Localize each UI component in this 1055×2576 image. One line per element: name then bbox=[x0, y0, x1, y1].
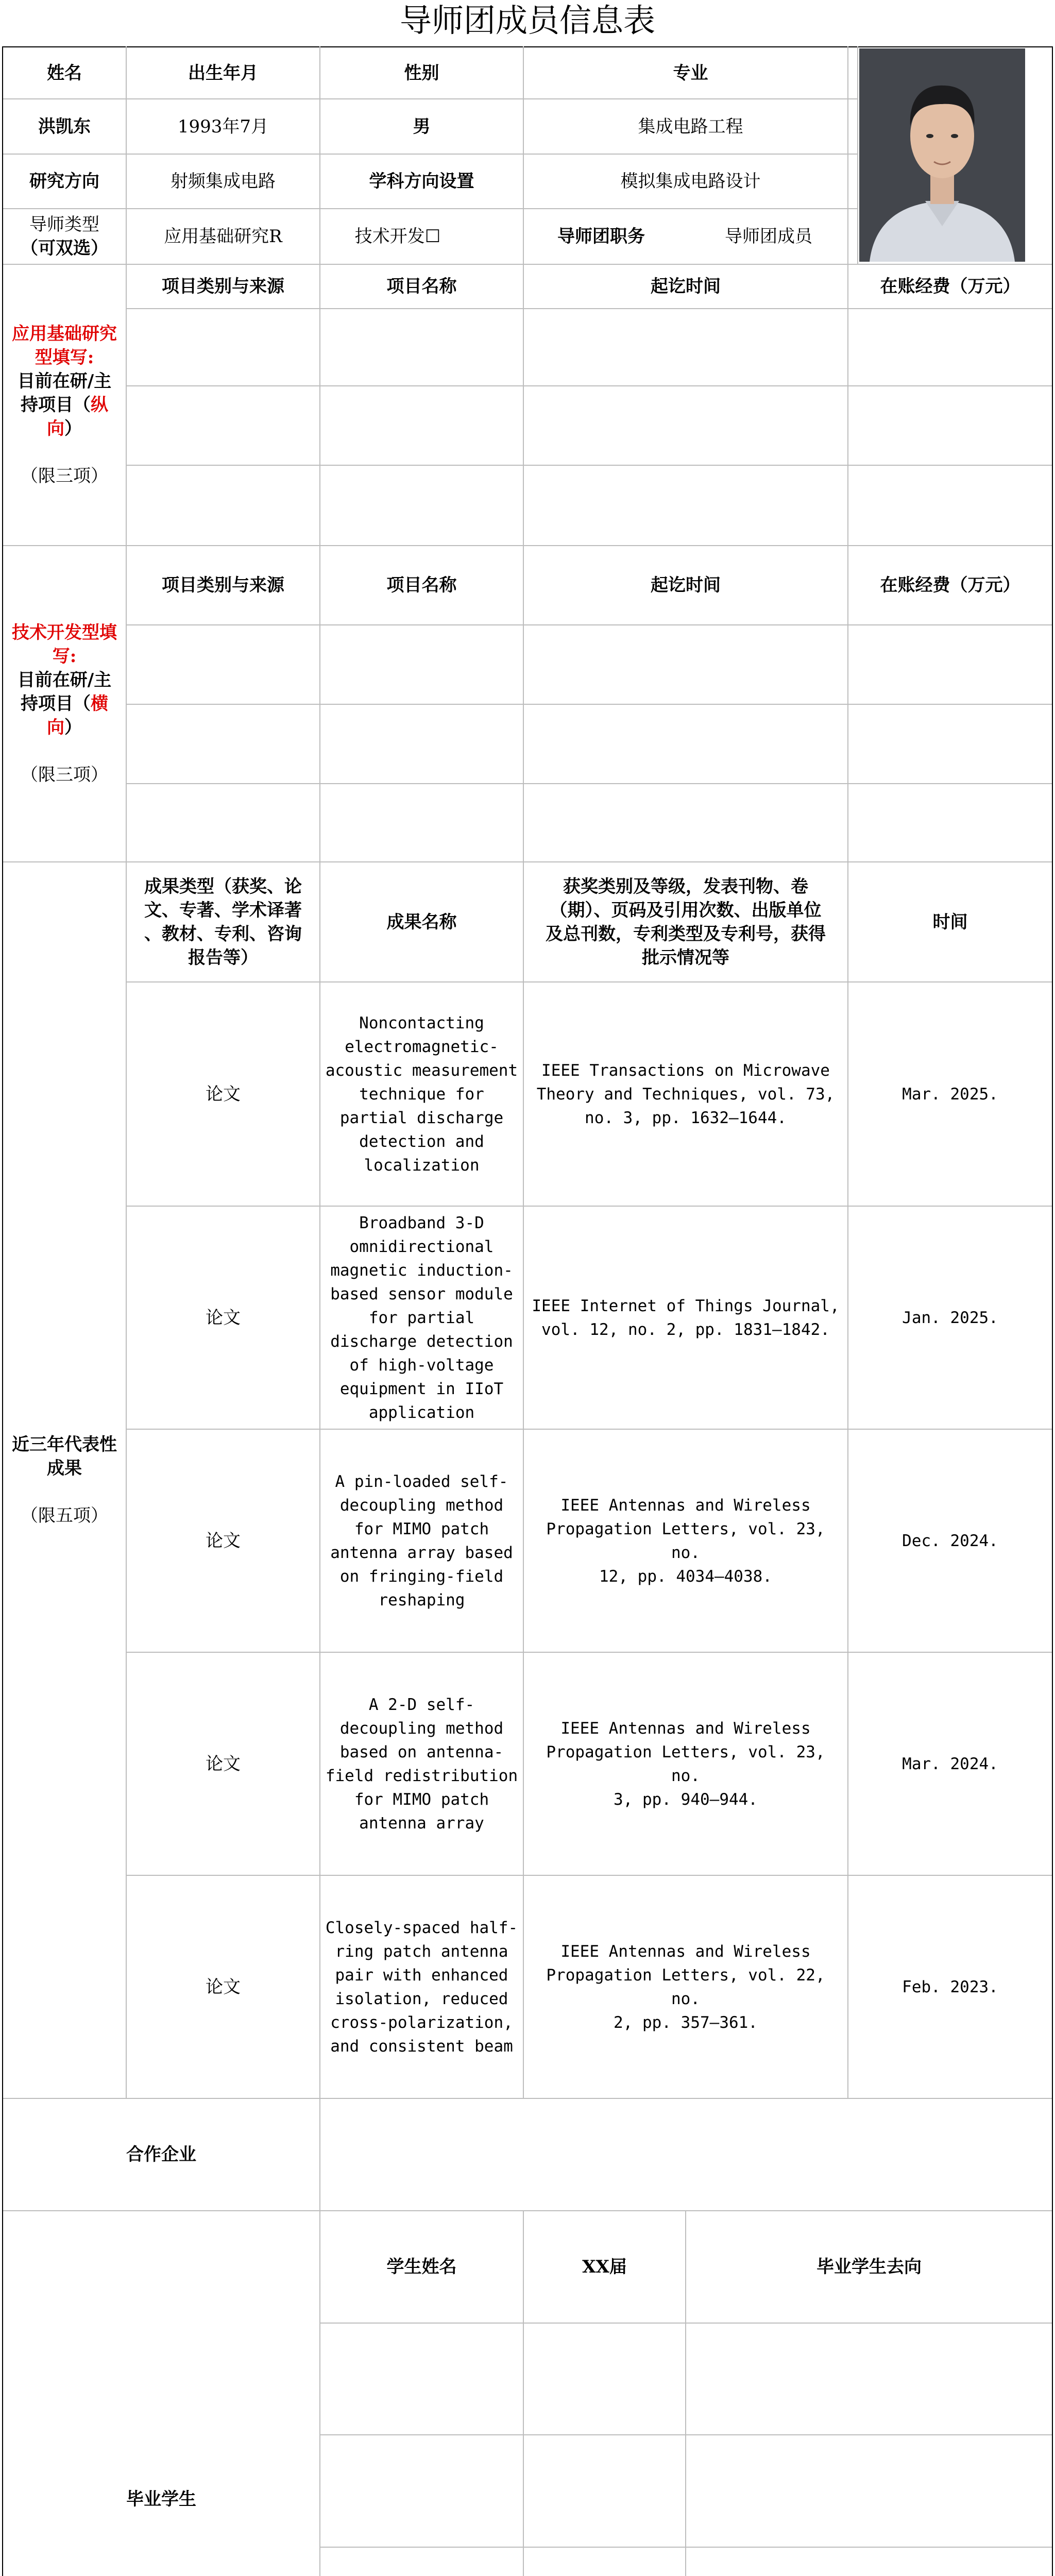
tech-col-name: 项目名称 bbox=[386, 575, 457, 596]
ach-title-line: pair with enhanced bbox=[335, 1965, 508, 1985]
graduates-label: 毕业学生 bbox=[126, 2489, 196, 2510]
ach-title-line: application bbox=[368, 1403, 475, 1422]
ach-detail bbox=[524, 1653, 847, 1875]
ach-detail-line: 2, pp. 357–361. bbox=[614, 2013, 758, 2032]
gender-value: 男 bbox=[413, 116, 431, 137]
achievements-label bbox=[3, 862, 126, 2098]
ach-detail-line: IEEE Antennas and Wireless bbox=[560, 1942, 811, 1961]
ach-detail bbox=[524, 1876, 847, 2098]
ach-title-line: and consistent beam bbox=[330, 2037, 513, 2056]
ach-detail-line: no. 3, pp. 1632–1644. bbox=[585, 1108, 787, 1127]
ach-type: 论文 bbox=[206, 1083, 241, 1105]
ach-title bbox=[320, 1653, 523, 1875]
ach-title bbox=[320, 1207, 523, 1429]
ach-title-line: decoupling method bbox=[339, 1719, 504, 1738]
basic-col-name: 项目名称 bbox=[386, 276, 457, 297]
ach-title-line: for MIMO patch bbox=[354, 1790, 489, 1809]
basic-research-line2: 持项目（ bbox=[21, 395, 91, 415]
tech-col-period: 起讫时间 bbox=[651, 575, 721, 596]
gender-label: 性别 bbox=[404, 62, 439, 83]
partner-label: 合作企业 bbox=[126, 2144, 196, 2165]
ach-title-line: field redistribution bbox=[325, 1766, 518, 1785]
ach-title-line: A pin-loaded self- bbox=[335, 1472, 508, 1491]
graduates-col-destination: 毕业学生去向 bbox=[816, 2257, 922, 2277]
ach-title bbox=[320, 1876, 523, 2098]
birth-value: 1993年7月 bbox=[177, 116, 269, 137]
achievements-label-line1: 近三年代表性 bbox=[12, 1434, 117, 1455]
ach-title-line: technique for bbox=[359, 1084, 484, 1104]
major-label: 专业 bbox=[673, 62, 708, 83]
type-option-basic-checkbox[interactable]: 应用基础研究R bbox=[164, 226, 282, 247]
portrait-photo bbox=[859, 48, 1025, 262]
ach-col-type bbox=[127, 862, 319, 981]
basic-research-line1: 目前在研/主 bbox=[17, 371, 112, 392]
ach-title-line: isolation, reduced bbox=[335, 1989, 508, 2008]
achievements-limit: （限五项） bbox=[21, 1505, 108, 1526]
ach-time: Dec. 2024. bbox=[902, 1531, 998, 1550]
tech-dev-red-line2: 写: bbox=[52, 646, 77, 667]
ach-title-line: Closely-spaced half- bbox=[325, 1918, 518, 1937]
basic-research-vertical-2: 向 bbox=[47, 418, 64, 439]
ach-title-line: omnidirectional bbox=[349, 1237, 494, 1256]
advisor-type-label-line2: （可双选） bbox=[21, 238, 108, 259]
page-title: 导师团成员信息表 bbox=[399, 2, 655, 39]
ach-title bbox=[320, 1430, 523, 1652]
basic-col-period: 起讫时间 bbox=[651, 276, 721, 297]
ach-title-line: cross-polarization, bbox=[330, 2013, 513, 2032]
ach-time: Jan. 2025. bbox=[902, 1308, 998, 1327]
ach-detail-line: Propagation Letters, vol. 22, no. bbox=[546, 1965, 825, 2008]
tech-dev-line2: 持项目（ bbox=[21, 693, 91, 714]
basic-research-red-line1: 应用基础研究 bbox=[12, 324, 117, 344]
advisor-type-label bbox=[3, 209, 126, 264]
discipline-value: 模拟集成电路设计 bbox=[620, 171, 761, 192]
ach-title bbox=[320, 982, 523, 1206]
ach-title-line: electromagnetic- bbox=[345, 1037, 499, 1056]
ach-title-line: magnetic induction- bbox=[330, 1261, 513, 1280]
basic-research-limit: （限三项） bbox=[21, 466, 108, 486]
ach-title-line: antenna array bbox=[359, 1814, 484, 1833]
research-value: 射频集成电路 bbox=[171, 171, 276, 192]
portrait-illustration bbox=[859, 48, 1025, 262]
ach-title-line: detection and bbox=[359, 1132, 484, 1151]
ach-title-line: based sensor module bbox=[330, 1284, 513, 1303]
ach-title-line: based on antenna- bbox=[339, 1742, 504, 1761]
birth-label: 出生年月 bbox=[188, 62, 258, 83]
ach-title-line: reshaping bbox=[378, 1590, 465, 1609]
name-label: 姓名 bbox=[47, 62, 82, 83]
ach-detail-line: IEEE Antennas and Wireless bbox=[560, 1719, 811, 1738]
basic-research-red-line2: 型填写: bbox=[35, 347, 94, 368]
ach-detail-line: Propagation Letters, vol. 23, no. bbox=[546, 1519, 825, 1562]
tech-dev-horizontal-2: 向 bbox=[47, 717, 64, 738]
name-value: 洪凯东 bbox=[38, 116, 91, 137]
ach-title-line: Noncontacting bbox=[359, 1013, 484, 1032]
tech-dev-horizontal-1: 横 bbox=[91, 693, 108, 714]
ach-detail-line: IEEE Antennas and Wireless bbox=[560, 1496, 811, 1515]
achievements-label-line2: 成果 bbox=[47, 1458, 82, 1479]
ach-title-line: for MIMO patch bbox=[354, 1519, 489, 1538]
ach-title-line: for partial bbox=[368, 1308, 475, 1327]
tech-dev-label bbox=[3, 546, 126, 861]
ach-detail-line: 3, pp. 940–944. bbox=[614, 1790, 758, 1809]
ach-col-detail-line: 及总刊数，专利类型及专利号，获得 bbox=[546, 923, 826, 944]
basic-research-close: ） bbox=[64, 418, 82, 439]
ach-detail-line: 12, pp. 4034–4038. bbox=[599, 1567, 772, 1586]
ach-detail-line: IEEE Internet of Things Journal, bbox=[532, 1296, 840, 1315]
ach-title-line: on fringing-field bbox=[339, 1567, 504, 1586]
tech-dev-red-line1: 技术开发型填 bbox=[12, 622, 117, 643]
ach-title-line: Broadband 3-D bbox=[359, 1213, 484, 1232]
ach-col-detail bbox=[524, 862, 847, 981]
basic-research-vertical-1: 纵 bbox=[91, 395, 108, 415]
tech-dev-line1: 目前在研/主 bbox=[17, 670, 112, 690]
graduates-col-name: 学生姓名 bbox=[386, 2257, 457, 2277]
research-label: 研究方向 bbox=[29, 171, 99, 192]
tech-col-source: 项目类别与来源 bbox=[162, 575, 284, 596]
basic-col-funding: 在账经费（万元） bbox=[880, 276, 1020, 297]
graduates-col-class: XX届 bbox=[582, 2257, 627, 2277]
ach-col-type-line: 成果类型（获奖、论 bbox=[144, 876, 302, 897]
tech-dev-close: ） bbox=[64, 717, 82, 738]
ach-title-line: localization bbox=[364, 1156, 480, 1175]
ach-time: Mar. 2025. bbox=[902, 1084, 998, 1104]
ach-col-type-line: 文、专著、学术译著 bbox=[144, 900, 302, 921]
basic-research-label bbox=[3, 265, 126, 545]
ach-detail bbox=[524, 982, 847, 1206]
basic-col-source: 项目类别与来源 bbox=[162, 276, 284, 297]
role-label: 导师团职务 bbox=[557, 226, 645, 247]
ach-type: 论文 bbox=[206, 1307, 241, 1328]
ach-detail-line: IEEE Transactions on Microwave bbox=[541, 1061, 830, 1080]
ach-type: 论文 bbox=[206, 1976, 241, 1997]
ach-time: Feb. 2023. bbox=[902, 1977, 998, 1996]
ach-type: 论文 bbox=[206, 1530, 241, 1551]
ach-col-detail-line: 批示情况等 bbox=[642, 947, 729, 968]
ach-detail-line: Theory and Techniques, vol. 73, bbox=[536, 1084, 835, 1104]
tech-col-funding: 在账经费（万元） bbox=[880, 575, 1020, 596]
ach-col-time: 时间 bbox=[932, 911, 968, 933]
ach-title-line: decoupling method bbox=[339, 1496, 504, 1515]
ach-detail bbox=[524, 1207, 847, 1429]
ach-title-line: partial discharge bbox=[339, 1108, 504, 1127]
ach-detail-line: vol. 12, no. 2, pp. 1831–1842. bbox=[541, 1320, 830, 1339]
ach-col-name: 成果名称 bbox=[386, 911, 457, 933]
ach-title-line: ring patch antenna bbox=[335, 1942, 508, 1961]
ach-col-detail-line: 获奖类别及等级，发表刊物、卷 bbox=[563, 876, 808, 897]
ach-title-line: equipment in IIoT bbox=[339, 1379, 504, 1398]
advisor-type-label-line1: 导师类型 bbox=[29, 214, 99, 235]
ach-type: 论文 bbox=[206, 1753, 241, 1774]
tech-dev-limit: （限三项） bbox=[21, 765, 108, 785]
type-option-tech-checkbox[interactable]: 技术开发☐ bbox=[354, 226, 441, 247]
ach-col-type-line: 报告等） bbox=[188, 947, 258, 968]
ach-title-line: A 2-D self- bbox=[368, 1695, 475, 1714]
ach-col-type-line: 、教材、专利、咨询 bbox=[144, 923, 302, 944]
ach-time: Mar. 2024. bbox=[902, 1754, 998, 1773]
ach-col-detail-line: （期）、页码及引用次数、出版单位 bbox=[550, 900, 822, 921]
ach-title-line: discharge detection bbox=[330, 1332, 513, 1351]
ach-detail-line: Propagation Letters, vol. 23, no. bbox=[546, 1742, 825, 1785]
role-value: 导师团成员 bbox=[725, 226, 812, 247]
ach-title-line: antenna array based bbox=[330, 1543, 513, 1562]
discipline-label: 学科方向设置 bbox=[369, 171, 474, 192]
ach-title-line: acoustic measurement bbox=[325, 1061, 518, 1080]
major-value: 集成电路工程 bbox=[638, 116, 743, 137]
ach-title-line: of high-voltage bbox=[349, 1355, 494, 1375]
ach-detail bbox=[524, 1430, 847, 1652]
